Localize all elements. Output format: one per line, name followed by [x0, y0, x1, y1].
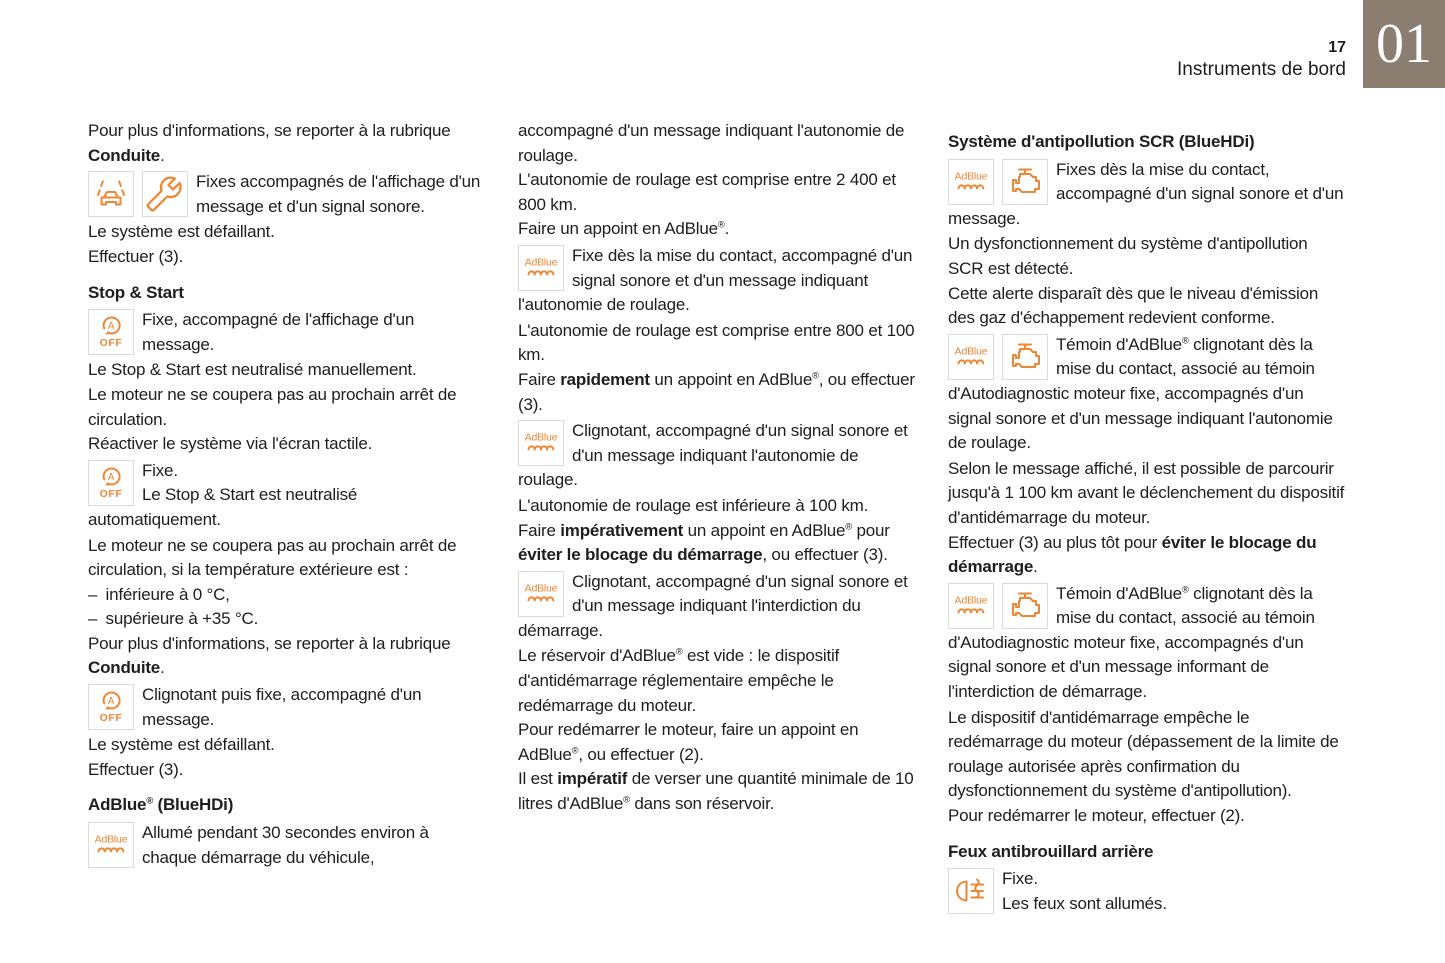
- paragraph: L'autonomie de roulage est comprise entre 800 et 100 km.: [518, 320, 915, 365]
- paragraph: Le moteur ne se coupera pas au prochain arrêt de circulation, si la température extérieure est :: [88, 535, 457, 580]
- warning-indicator-block: [88, 821, 486, 870]
- paragraph: Le dispositif d'antidémarrage empêche le redémarrage du moteur (dépassement de la limite de roulage autorisée après confirmation du dysfonctionnement du système d'antipollution).: [948, 707, 1339, 801]
- paragraph: Effectuer (3).: [88, 759, 184, 779]
- svg-text:A: A: [107, 695, 115, 707]
- paragraph: Pour plus d'informations, se reporter à la rubrique Conduite.: [88, 121, 451, 165]
- paragraph: Faire rapidement un appoint en AdBlue®, ou effectuer (3).: [518, 369, 915, 414]
- car-assist-icon: [88, 171, 134, 217]
- paragraph: Pour redémarrer le moteur, faire un appoint en AdBlue®, ou effectuer (2).: [518, 720, 859, 764]
- warning-indicator-block: [518, 244, 916, 318]
- paragraph: Le Stop & Start est neutralisé manuellement.: [88, 360, 417, 380]
- adblue-icon: [948, 334, 994, 380]
- paragraph: Un dysfonctionnement du système d'antipollution SCR est détecté.: [948, 234, 1308, 278]
- stop-start-icon: [88, 684, 134, 730]
- indicator-description: Fixe dès la mise du contact, accompagné d'un signal sonore et d'un message indiquant l'autonomie de roulage.: [518, 245, 913, 315]
- page-header: [1177, 38, 1346, 82]
- paragraph: Le moteur ne se coupera pas au prochain arrêt de circulation.: [88, 384, 457, 429]
- svg-text:AdBlue: AdBlue: [94, 833, 128, 846]
- svg-text:OFF: OFF: [99, 487, 123, 500]
- indicator-description: Allumé pendant 30 secondes environ à chaque démarrage du véhicule,: [142, 823, 429, 867]
- paragraph: Le système est défaillant.: [88, 222, 275, 242]
- section-title: Instruments de bord: [1177, 59, 1346, 80]
- adblue-icon: [948, 583, 994, 629]
- page-number: 17: [1328, 39, 1346, 56]
- warning-indicator-block: [88, 683, 486, 732]
- indicator-description: Fixe. Les feux sont allumés.: [1002, 869, 1167, 913]
- warning-indicator-block: [948, 333, 1346, 456]
- paragraph: Pour plus d'informations, se reporter à la rubrique Conduite.: [88, 633, 451, 678]
- warning-indicator-block: [518, 570, 916, 644]
- svg-text:OFF: OFF: [99, 712, 123, 725]
- svg-text:A: A: [107, 471, 115, 483]
- engine-icon: [1002, 159, 1048, 205]
- paragraph: accompagné d'un message indiquant l'autonomie de roulage.: [518, 121, 905, 165]
- indicator-description: Fixes accompagnés de l'affichage d'un message et d'un signal sonore.: [196, 172, 481, 216]
- indicator-description: Témoin d'AdBlue® clignotant dès la mise du contact, associé au témoin d'Autodiagnostic moteur fixe, accompagnés d'un signal sonore et d'un message indiquant l'autonomie de roulage.: [948, 334, 1333, 453]
- svg-text:AdBlue: AdBlue: [524, 256, 558, 269]
- paragraph: Réactiver le système via l'écran tactile.: [88, 434, 373, 454]
- paragraph: Effectuer (3).: [88, 246, 184, 266]
- warning-indicator-block: [88, 308, 486, 357]
- chapter-badge: [1363, 0, 1445, 88]
- svg-text:AdBlue: AdBlue: [954, 594, 988, 607]
- section-heading: AdBlue® (BlueHDi): [88, 795, 234, 815]
- svg-text:AdBlue: AdBlue: [954, 170, 988, 183]
- section-heading: Stop & Start: [88, 282, 184, 302]
- list-item: – inférieure à 0 °C,: [88, 584, 230, 604]
- adblue-icon: [518, 245, 564, 291]
- indicator-description: Clignotant, accompagné d'un signal sonore et d'un message indiquant l'autonomie de roulage.: [518, 421, 908, 490]
- indicator-description: Fixe. Le Stop & Start est neutralisé automatiquement.: [88, 460, 358, 529]
- paragraph: L'autonomie de roulage est comprise entre 2 400 et 800 km.: [518, 170, 896, 214]
- paragraph: Pour redémarrer le moteur, effectuer (2).: [948, 806, 1245, 826]
- indicator-description: Clignotant, accompagné d'un signal sonore et d'un message indiquant l'interdiction du démarrage.: [518, 571, 908, 640]
- paragraph: Il est impératif de verser une quantité minimale de 10 litres d'AdBlue® dans son réservoir.: [518, 769, 914, 814]
- chapter-number: 01: [1376, 13, 1432, 75]
- svg-text:A: A: [107, 320, 115, 332]
- column-3: [948, 119, 1346, 917]
- engine-icon: [1002, 334, 1048, 380]
- paragraph: Selon le message affiché, il est possible de parcourir jusqu'à 1 100 km avant le déclenchement du dispositif d'antidémarrage du moteur.: [948, 458, 1345, 527]
- paragraph: Le réservoir d'AdBlue® est vide : le dispositif d'antidémarrage réglementaire empêche le redémarrage du moteur.: [518, 646, 840, 715]
- indicator-description: Fixes dès la mise du contact, accompagné d'un signal sonore et d'un message.: [948, 159, 1344, 228]
- stop-start-icon: [88, 309, 134, 355]
- list-item: – supérieure à +35 °C.: [88, 609, 259, 629]
- indicator-description: Fixe, accompagné de l'affichage d'un message.: [142, 310, 415, 354]
- column-1: [88, 119, 486, 917]
- wrench-icon: [142, 171, 188, 217]
- paragraph: L'autonomie de roulage est inférieure à 100 km.: [518, 495, 869, 515]
- rear-fog-icon: [948, 868, 994, 914]
- adblue-icon: [88, 822, 134, 868]
- adblue-icon: [948, 159, 994, 205]
- warning-indicator-block: [88, 170, 486, 219]
- indicator-description: Témoin d'AdBlue® clignotant dès la mise du contact, associé au témoin d'Autodiagnostic moteur fixe, accompagnés d'un signal sonore et d'un message informant de l'interdiction de démarrage.: [948, 583, 1315, 702]
- content-columns: [88, 119, 1346, 917]
- section-heading: Feux antibrouillard arrière: [948, 841, 1154, 861]
- paragraph: Faire un appoint en AdBlue®.: [518, 219, 730, 239]
- warning-indicator-block: [948, 582, 1346, 705]
- adblue-icon: [518, 420, 564, 466]
- svg-text:OFF: OFF: [99, 337, 123, 350]
- paragraph: Le système est défaillant.: [88, 735, 275, 755]
- paragraph: Faire impérativement un appoint en AdBlue® pour éviter le blocage du démarrage, ou effectuer (3).: [518, 520, 890, 565]
- warning-indicator-block: [518, 419, 916, 493]
- warning-indicator-block: [88, 459, 486, 533]
- section-heading: Système d'antipollution SCR (BlueHDi): [948, 132, 1255, 151]
- svg-text:AdBlue: AdBlue: [954, 345, 988, 358]
- svg-text:AdBlue: AdBlue: [524, 431, 558, 444]
- paragraph: Effectuer (3) au plus tôt pour éviter le blocage du démarrage.: [948, 532, 1317, 577]
- warning-indicator-block: [948, 158, 1346, 232]
- engine-icon: [1002, 583, 1048, 629]
- stop-start-icon: [88, 460, 134, 506]
- adblue-icon: [518, 571, 564, 617]
- svg-text:AdBlue: AdBlue: [524, 582, 558, 595]
- indicator-description: Clignotant puis fixe, accompagné d'un message.: [142, 685, 422, 729]
- paragraph: Cette alerte disparaît dès que le niveau d'émission des gaz d'échappement redevient conforme.: [948, 283, 1319, 328]
- warning-indicator-block: [948, 867, 1346, 916]
- column-2: [518, 119, 916, 917]
